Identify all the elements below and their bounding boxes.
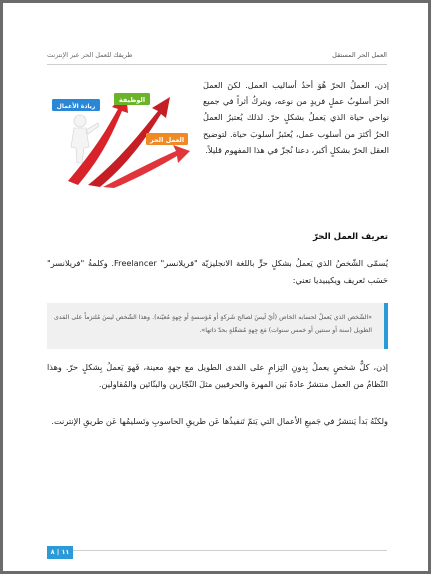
wikipedia-quote-block: [47, 303, 388, 349]
quote-text: «الشّخص الذي يَعملُ لحسابه الخاص (أيْ لَيسَ لصالح شَركةٍ أو مُؤسسةٍ أو جِهةٍ مُعيّنة). وهذا الشّخص ليسَ مُلتزماً على المَدى الطويل (سنة أو سنتين أو خمس سنوات) مَع جِهةٍ مُشغّلةٍ بحدّ ذاتها».: [54, 314, 372, 334]
section-heading: تعريف العمل الحرّ: [312, 232, 388, 242]
label-freelance: العمل الحر: [149, 136, 185, 144]
paragraph-3: ولكنّهُ بَدأ يَنتشرُ في جَميعِ الأعمال التي يَتمّ تَنفيذُها عَن طريقِ الحاسوبِ وتَسليمُها عَن طريقِ الإنترنت.: [51, 416, 388, 426]
paragraph-2: إذن، كلُّ شخصٍ يعملُ بِدونِ التِزامٍ على المَدى الطويل مع جهةٍ معينة، فَهوَ يَعملُ بِشكلٍ حرّ. وهذا النّظامُ من العمل منتشرٌ عادةً بَين المهرة والحرفيين مثلَ النّجّارين والبنّائين والمُقاولين.: [47, 362, 388, 389]
document-page: [3, 3, 428, 571]
footer-rule: [47, 550, 387, 551]
book-title: العمل الحر المستقل: [332, 51, 387, 59]
career-paths-illustration: [48, 81, 194, 189]
page-header: [47, 47, 387, 65]
label-entrepreneurship: ريادة الأعمال: [56, 103, 96, 110]
label-job: الوظيفة: [118, 96, 146, 104]
page-number-badge: ١١ | ٨: [47, 546, 73, 559]
definition-paragraph: يُسمّى الشّخصُ الذي يَعملُ بشكلٍ حرٍّ باللغة الانجليزيّة "فريلانسر" Freelancer. وكلمةُ "فريلانسر" حَسَب تَعريف ويكيبيديا تعني:: [47, 258, 388, 285]
chapter-title: طريقك للعمل الحر عبر الإنترنت: [47, 51, 133, 59]
intro-paragraph: إذن، العملُ الحرّ هُوَ أحدُ أساليب العمل. لكنَ العملَ الحرَ أسلوبُ عملٍ فريدٍ من نوعه، ويتركُ أثراً في جميع نواحي حياة الذي يَعملُ بشكلٍ حرّ. لذلك يُعتبرُ العملُ الحرُ أكثرَ من أسلوب عمل، يُعتَبرُ أسلوبَ حياة. لتوضيح العقل الحرّ بشكلٍ أكبر، دعنا نُجزّ في هذا المفهوم قليلاً.: [203, 80, 389, 155]
